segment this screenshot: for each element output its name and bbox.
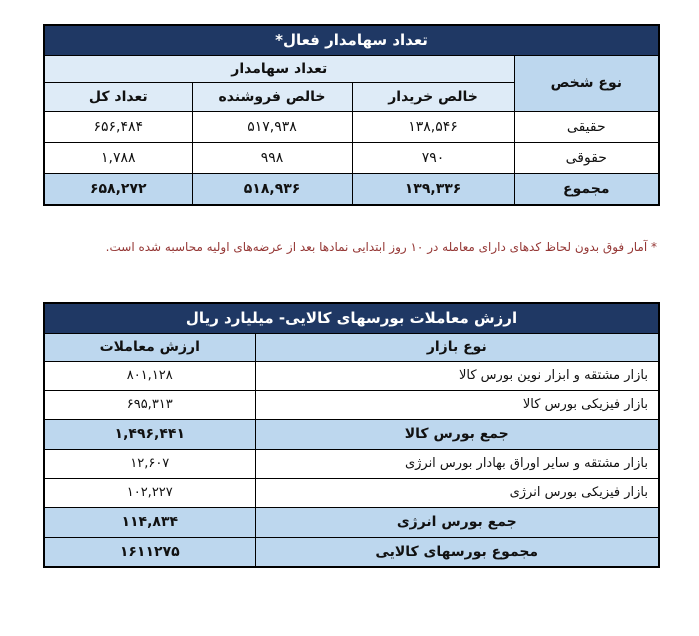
market-name-cell: بازار فیزیکی بورس انرژی (255, 478, 659, 507)
table2-market-type-header: نوع بازار (255, 333, 659, 361)
table2-title: ارزش معاملات بورسهای کالایی- میلیارد ریال (44, 303, 659, 333)
table1-col-net-buyer: خالص خریدار (352, 82, 514, 111)
market-name-cell: جمع بورس کالا (255, 419, 659, 449)
total-count-cell: ۶۵۸,۲۷۲ (44, 173, 192, 205)
footnote-text: * آمار فوق بدون لحاظ کدهای دارای معامله در ۱۰ روز ابتدایی نمادها بعد از عرضه‌های اولیه محاسبه شده است. (105, 240, 657, 254)
market-name-cell: بازار مشتقه و سایر اوراق بهادار بورس انرژی (255, 449, 659, 478)
table1-col-net-seller: خالص فروشنده (192, 82, 352, 111)
table2-data-row (44, 537, 659, 567)
net-buyer-cell: ۱۳۸,۵۴۶ (352, 111, 514, 142)
commodity-exchanges-value-table (43, 302, 660, 568)
total-count-cell: ۶۵۶,۴۸۴ (44, 111, 192, 142)
table2-trade-value-header: ارزش معاملات (44, 333, 255, 361)
table2-data-row (44, 478, 659, 507)
table1-group-header-row (44, 55, 659, 82)
table1-data-row (44, 142, 659, 173)
total-count-cell: ۱,۷۸۸ (44, 142, 192, 173)
person-type-cell: مجموع (514, 173, 659, 205)
table1-title-row (44, 25, 659, 55)
table2-data-row (44, 390, 659, 419)
net-buyer-cell: ۱۳۹,۳۳۶ (352, 173, 514, 205)
table1-group-header: تعداد سهامدار (44, 55, 514, 82)
person-type-cell: حقیقی (514, 111, 659, 142)
market-name-cell: بازار فیزیکی بورس کالا (255, 390, 659, 419)
table1-person-type-header: نوع شخص (514, 55, 659, 111)
trade-value-cell: ۶۹۵,۳۱۳ (44, 390, 255, 419)
trade-value-cell: ۱۶۱۱۲۷۵ (44, 537, 255, 567)
trade-value-cell: ۱۰۲,۲۲۷ (44, 478, 255, 507)
net-seller-cell: ۵۱۸,۹۳۶ (192, 173, 352, 205)
net-seller-cell: ۹۹۸ (192, 142, 352, 173)
table1-data-row (44, 173, 659, 205)
trade-value-cell: ۱۲,۶۰۷ (44, 449, 255, 478)
table2-title-row (44, 303, 659, 333)
market-name-cell: جمع بورس انرژی (255, 507, 659, 537)
trade-value-cell: ۱۱۴,۸۳۴ (44, 507, 255, 537)
net-seller-cell: ۵۱۷,۹۳۸ (192, 111, 352, 142)
market-name-cell: بازار مشتقه و ابزار نوین بورس کالا (255, 361, 659, 390)
active-shareholders-table (43, 24, 660, 206)
table1-col-total-count: تعداد کل (44, 82, 192, 111)
market-name-cell: مجموع بورسهای کالایی (255, 537, 659, 567)
table2-data-row (44, 507, 659, 537)
table2-data-row (44, 449, 659, 478)
table2-header-row (44, 333, 659, 361)
table1-data-row (44, 111, 659, 142)
table2-data-row (44, 361, 659, 390)
person-type-cell: حقوقی (514, 142, 659, 173)
trade-value-cell: ۱,۴۹۶,۴۴۱ (44, 419, 255, 449)
trade-value-cell: ۸۰۱,۱۲۸ (44, 361, 255, 390)
net-buyer-cell: ۷۹۰ (352, 142, 514, 173)
table1-title: تعداد سهامدار فعال* (44, 25, 659, 55)
table2-data-row (44, 419, 659, 449)
